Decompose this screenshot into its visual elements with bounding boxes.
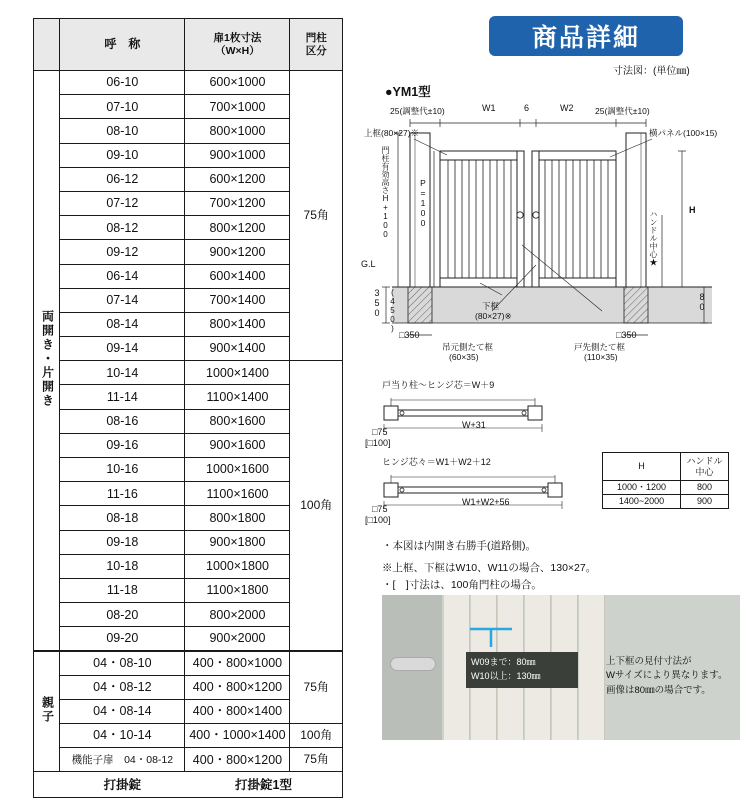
cell-name: 04・08-12 [60, 675, 185, 699]
handle-center-value: 900 [681, 494, 729, 508]
cell-size: 1000×1600 [185, 458, 290, 482]
cell-name: 06-14 [60, 264, 185, 288]
cell-size: 700×1400 [185, 288, 290, 312]
cell-post-75: 75角 [290, 748, 343, 772]
dimension-tick-icon [468, 625, 514, 649]
header-size: 扉1枚寸法 （W×H） [185, 19, 290, 71]
cell-name: 11-14 [60, 385, 185, 409]
table-row [34, 651, 343, 675]
product-spec-table [33, 18, 343, 798]
table-row [34, 361, 343, 385]
callout-line-2: W10以上：130㎜ [471, 670, 541, 681]
header-name: 呼 称 [60, 19, 185, 71]
footer-lock-right: 打掛錠1型 [185, 772, 343, 798]
label-dim350: 350 [372, 288, 382, 318]
handle-table-row [603, 494, 729, 508]
cell-size: 900×1400 [185, 337, 290, 361]
label-post75-a: □75 [372, 427, 388, 437]
note-2: ・[ ]寸法は、100角門柱の場合。 [382, 579, 542, 591]
label-w1w2-56: W1+W2+56 [462, 497, 510, 507]
label-post75-b: □75 [372, 504, 388, 514]
header-post: 門柱 区分 [290, 19, 343, 71]
cell-size: 1000×1800 [185, 554, 290, 578]
cell-name: 08-14 [60, 312, 185, 336]
group-label-double: 両開き・片開き [34, 71, 60, 652]
label-door-to-hinge: 戸当り柱～ヒンジ芯＝W＋9 [382, 380, 495, 390]
cell-size: 600×1200 [185, 167, 290, 191]
product-photo [382, 595, 740, 740]
cell-size: 900×1800 [185, 530, 290, 554]
label-dim450: (450) [388, 288, 397, 333]
label-post100-b: [□100] [365, 515, 391, 525]
cell-size: 600×1000 [185, 71, 290, 95]
cell-name: 06-10 [60, 71, 185, 95]
cell-size: 900×1200 [185, 240, 290, 264]
cell-size: 400・1000×1400 [185, 724, 290, 748]
cell-size: 700×1000 [185, 95, 290, 119]
cell-post-75: 75角 [290, 71, 343, 361]
label-post350-right: □350 [616, 330, 637, 340]
cell-size: 900×1600 [185, 433, 290, 457]
cell-name: 09-20 [60, 627, 185, 651]
photo-callout [466, 652, 578, 688]
footer-lock-left: 打掛錠 [60, 772, 185, 798]
cell-name: 07-10 [60, 95, 185, 119]
cell-name: 04・08-14 [60, 699, 185, 723]
detail-badge: 商品詳細 [489, 16, 683, 56]
cell-name: 09-14 [60, 337, 185, 361]
cell-name: 08-12 [60, 216, 185, 240]
cell-size: 700×1200 [185, 191, 290, 215]
cell-post-100: 100角 [290, 724, 343, 748]
cell-name: 08-20 [60, 603, 185, 627]
cell-size: 400・800×1000 [185, 651, 290, 675]
cell-size: 900×2000 [185, 627, 290, 651]
plan-diagram-1 [370, 392, 590, 440]
group-label-parent-child: 親子 [34, 651, 60, 772]
handle-h-value: 1000・1200 [603, 481, 681, 495]
handle-col-h: H [603, 453, 681, 481]
cell-size: 800×1600 [185, 409, 290, 433]
label-hinge-to-hinge: ヒンジ芯々＝W1＋W2＋12 [382, 457, 491, 467]
handle-h-value: 1400~2000 [603, 494, 681, 508]
label-lock-frame-2: (110×35) [584, 352, 618, 362]
label-w31: W+31 [462, 420, 486, 430]
label-w2: W2 [560, 103, 574, 113]
cell-size: 800×1400 [185, 312, 290, 336]
model-title: ●YM1型 [385, 85, 431, 99]
label-p100: P=100 [418, 178, 428, 228]
photo-caption: 上下框の見付寸法が Wサイズにより異なります。 画像は80㎜の場合です。 [606, 656, 728, 696]
cell-name: 06-12 [60, 167, 185, 191]
cell-post-100: 100角 [290, 361, 343, 651]
handle-table-header [603, 453, 729, 481]
label-hinge-frame-1: 吊元側たて框 [442, 342, 494, 352]
table-row [34, 748, 343, 772]
photo-handle [390, 657, 436, 671]
label-lock-frame-1: 戸先側たて框 [574, 342, 626, 352]
cell-name: 11-18 [60, 578, 185, 602]
cell-name: 10-16 [60, 458, 185, 482]
cell-name: 機能子扉 04・08-12 [60, 748, 185, 772]
handle-col-center: ハンドル 中心 [681, 453, 729, 481]
label-post350-left: □350 [399, 330, 420, 340]
header-group-col [34, 19, 60, 71]
handle-table-row [603, 481, 729, 495]
cell-size: 400・800×1400 [185, 699, 290, 723]
cell-size: 400・800×1200 [185, 675, 290, 699]
cell-post-75: 75角 [290, 651, 343, 724]
label-adj-right: 25(調整代±10) [595, 106, 650, 116]
elevation-drawing [352, 95, 740, 425]
note-1: ※上框、下框はW10、W11の場合、130×27。 [382, 562, 597, 574]
table-footer-row [34, 772, 343, 798]
table-row [34, 71, 343, 95]
cell-name: 09-12 [60, 240, 185, 264]
cell-size: 600×1400 [185, 264, 290, 288]
cell-name: 09-16 [60, 433, 185, 457]
handle-height-table [602, 452, 729, 509]
elevation-svg [352, 95, 740, 425]
cell-name: 08-18 [60, 506, 185, 530]
cell-name: 09-18 [60, 530, 185, 554]
detail-panel [352, 0, 740, 740]
callout-line-1: W09まで：80㎜ [471, 657, 536, 667]
cell-size: 900×1000 [185, 143, 290, 167]
label-w1: W1 [482, 103, 496, 113]
cell-name: 08-16 [60, 409, 185, 433]
cell-size: 1100×1800 [185, 578, 290, 602]
handle-center-value: 800 [681, 481, 729, 495]
label-adj-left: 25(調整代±10) [390, 106, 445, 116]
cell-name: 10-14 [60, 361, 185, 385]
cell-size: 800×1000 [185, 119, 290, 143]
cell-size: 800×1800 [185, 506, 290, 530]
label-top-frame: 上框(80×27)※ [364, 128, 420, 138]
label-side-panel: 横パネル(100×15) [649, 128, 718, 138]
unit-note: 寸法図：(単位㎜) [613, 66, 690, 77]
label-post100-a: [□100] [365, 438, 391, 448]
cell-size: 1100×1400 [185, 385, 290, 409]
cell-name: 04・10-14 [60, 724, 185, 748]
label-bottom-frame-1: 下框 [482, 301, 500, 311]
label-handle-center: ハンドル中心★ [649, 210, 658, 266]
label-h: H [689, 205, 696, 215]
table-header-row [34, 19, 343, 71]
table-row [34, 724, 343, 748]
cell-size: 400・800×1200 [185, 748, 290, 772]
cell-name: 11-16 [60, 482, 185, 506]
cell-name: 04・08-10 [60, 651, 185, 675]
label-dim80: 80 [697, 292, 707, 312]
label-bottom-frame-2: (80×27)※ [475, 311, 512, 321]
cell-name: 10-18 [60, 554, 185, 578]
photo-plank [579, 595, 605, 740]
cell-size: 1000×1400 [185, 361, 290, 385]
label-gl: G.L [361, 259, 376, 269]
cell-name: 07-14 [60, 288, 185, 312]
note-0: ・本図は内開き右勝手(道路側)。 [382, 540, 536, 552]
plan-diagram-2 [370, 469, 600, 517]
cell-size: 1100×1600 [185, 482, 290, 506]
cell-size: 800×1200 [185, 216, 290, 240]
label-gap: 6 [524, 103, 530, 113]
label-post-height: 門柱有効高さH+100 [381, 146, 390, 239]
cell-name: 09-10 [60, 143, 185, 167]
label-hinge-frame-2: (60×35) [449, 352, 479, 362]
cell-name: 08-10 [60, 119, 185, 143]
cell-name: 07-12 [60, 191, 185, 215]
cell-size: 800×2000 [185, 603, 290, 627]
